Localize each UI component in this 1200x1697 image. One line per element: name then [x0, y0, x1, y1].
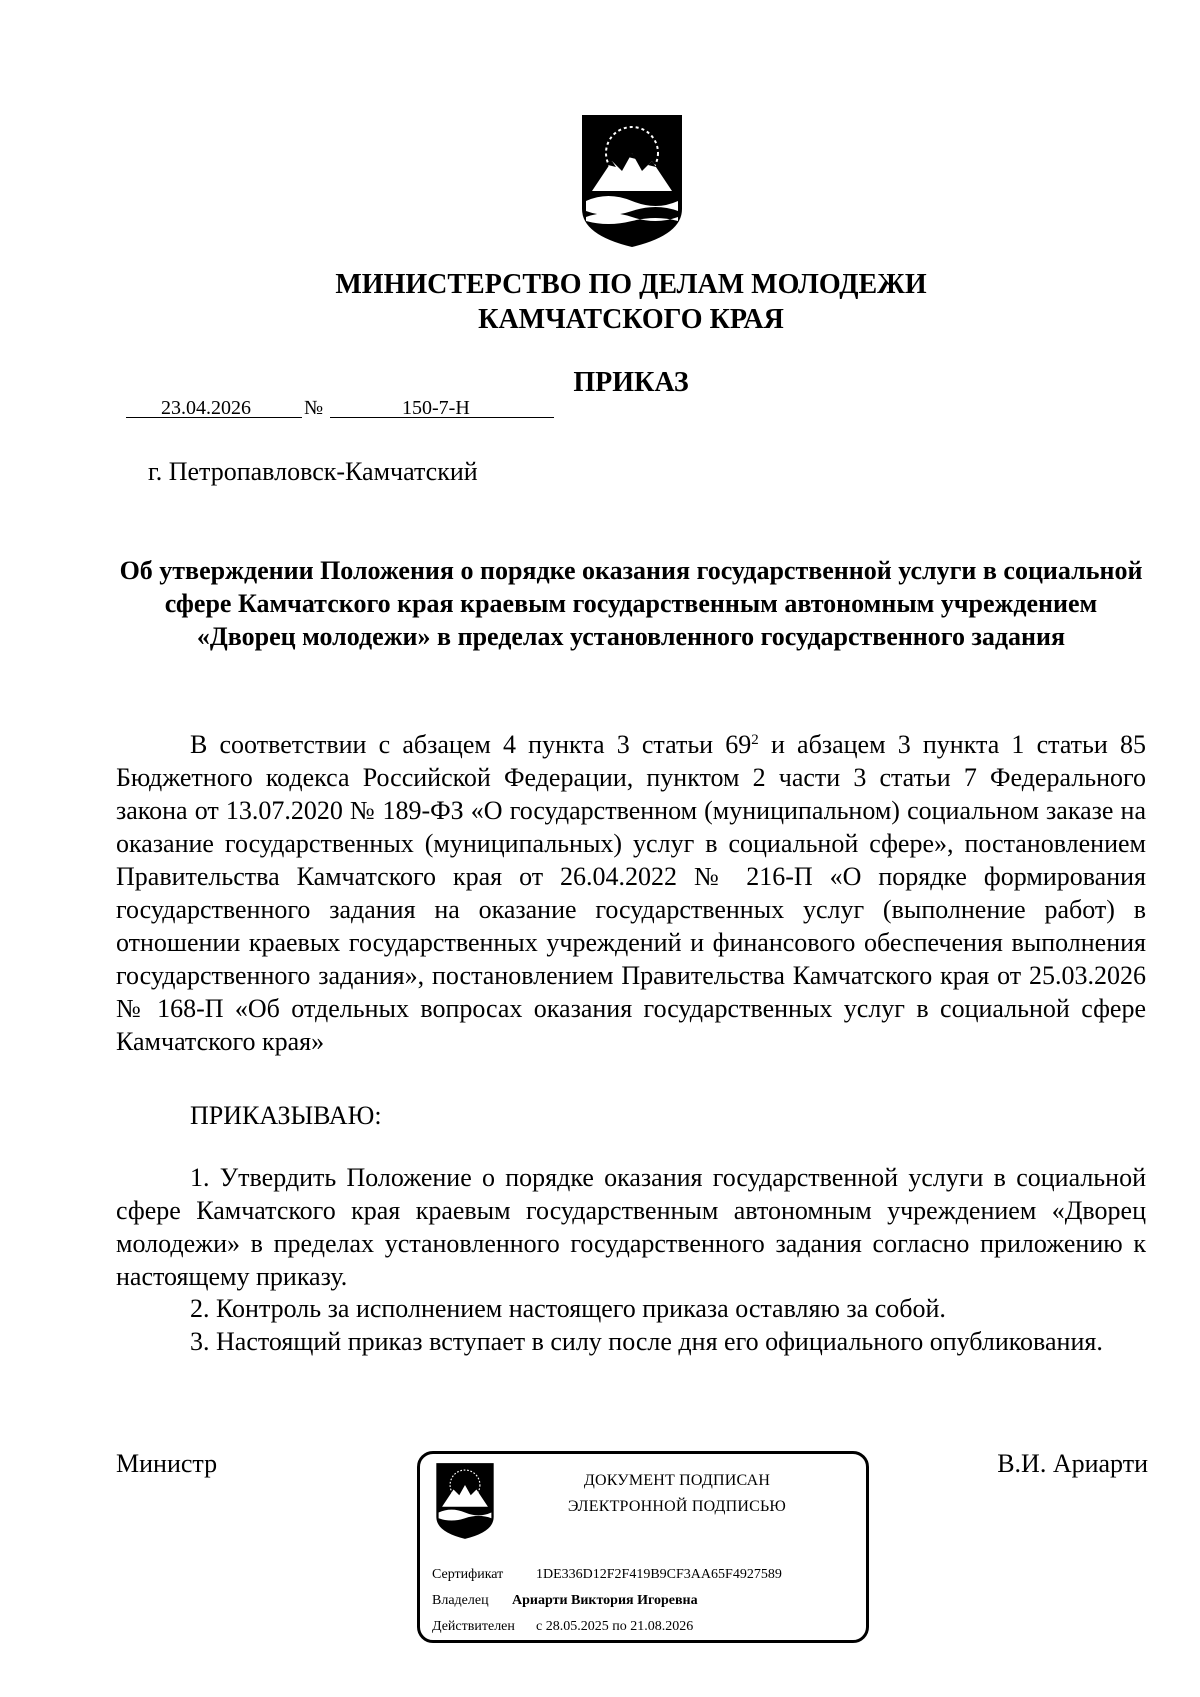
- electronic-signature-stamp: [417, 1451, 869, 1643]
- document-subject: Об утверждении Положения о порядке оказания государственной услуги в социальной сфере Камчатского края краевым государственным автономным учреждением «Дворец молодежи» в пределах установленного государственного задания: [119, 556, 1143, 651]
- stamp-certificate-row: [432, 1566, 782, 1584]
- order-keyword: ПРИКАЗЫВАЮ:: [190, 1101, 382, 1130]
- ministry-name-line2: КАМЧАТСКОГО КРАЯ: [478, 304, 784, 335]
- registration-line: [126, 395, 554, 421]
- signatory-position: Министр: [116, 1449, 218, 1478]
- city-name: г. Петропавловск-Камчатский: [148, 457, 478, 486]
- owner-label: Владелец: [432, 1593, 489, 1608]
- legal-basis-paragraph: [116, 728, 1146, 1058]
- legal-basis-text-part2: и абзацем 3 пункта 1 статьи 85 Бюджетного кодекса Российской Федерации, пунктом 2 части 3 статьи 7 Федерального закона от 13.07.2020 № 189-ФЗ «О государственном (муниципальном) социальном заказе на оказание государственных (муниципальных) услуг в социальной сфере», постановлением Правительства Камчатского края от 26.04.2022 № 216-П «О порядке формирования государственного задания на оказание государственных услуг (выполнение работ) в отношении краевых государственных учреждений и финансового обеспечения выполнения государственного задания», постановлением Правительства Камчатского края от 25.03.2026 № 168-П «Об отдельных вопросах оказания государственных услуг в социальной сфере Камчатского края»: [116, 730, 1146, 1056]
- stamp-emblem-icon: [434, 1462, 496, 1540]
- number-sign: №: [304, 397, 324, 419]
- stamp-validity-row: [432, 1618, 693, 1636]
- stamp-heading-line2: ЭЛЕКТРОННОЙ ПОДПИСЬЮ: [567, 1498, 787, 1515]
- order-item-2: 2. Контроль за исполнением настоящего приказа оставляю за собой.: [190, 1294, 946, 1323]
- article-superscript: 2: [751, 732, 759, 748]
- order-number: 150-7-Н: [402, 397, 470, 419]
- coat-of-arms-emblem: [578, 113, 686, 249]
- validity-value: с 28.05.2025 по 21.08.2026: [536, 1619, 694, 1634]
- order-item-1: 1. Утвердить Положение о порядке оказания государственной услуги в социальной сфере Камчатского края краевым государственным автономным учреждением «Дворец молодежи» в пределах установленного государственного задания согласно приложению к настоящему приказу.: [116, 1163, 1146, 1291]
- validity-label: Действителен: [432, 1619, 515, 1634]
- certificate-value: 1DE336D12F2F419B9CF3AA65F4927589: [536, 1567, 782, 1582]
- ministry-name-line1: МИНИСТЕРСТВО ПО ДЕЛАМ МОЛОДЕЖИ: [335, 269, 927, 300]
- stamp-heading: [512, 1468, 842, 1520]
- owner-value: Ариарти Виктория Игоревна: [512, 1593, 698, 1608]
- document-type-title: ПРИКАЗ: [573, 367, 689, 398]
- order-item-3: 3. Настоящий приказ вступает в силу после дня его официального опубликования.: [190, 1327, 1103, 1356]
- stamp-heading-line1: ДОКУМЕНТ ПОДПИСАН: [583, 1472, 771, 1489]
- order-date: 23.04.2026: [161, 397, 251, 419]
- legal-basis-text-part1: В соответствии с абзацем 4 пункта 3 статьи 69: [190, 730, 752, 759]
- certificate-label: Сертификат: [432, 1567, 504, 1582]
- signatory-name: В.И. Ариарти: [997, 1449, 1148, 1478]
- stamp-owner-row: [432, 1592, 698, 1610]
